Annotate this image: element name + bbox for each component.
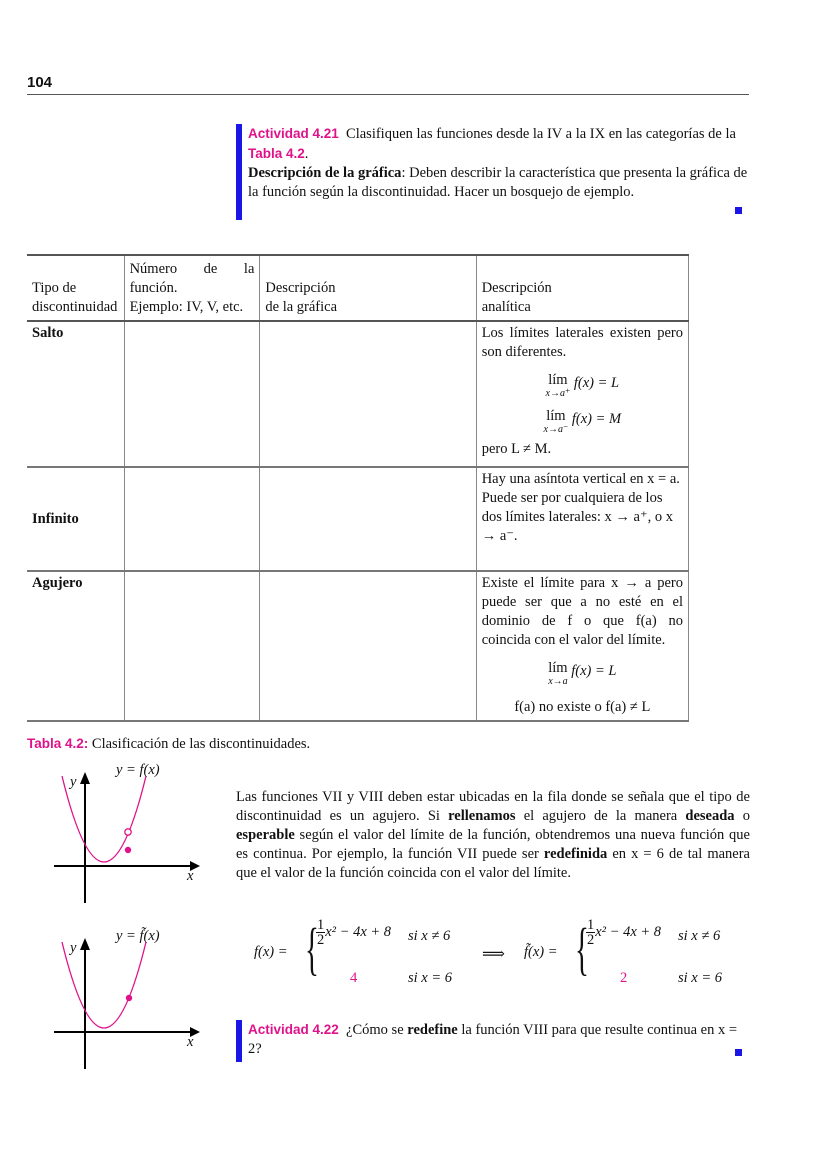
discontinuity-table xyxy=(27,254,689,722)
table-header-row xyxy=(27,255,689,321)
table-row-infinito xyxy=(27,467,689,571)
activity-title: Actividad 4.21 xyxy=(248,126,339,141)
point-marker xyxy=(125,847,131,853)
activity-4-21: Actividad 4.21 Clasifiquen las funciones desde la IV a la IX en las categorías de la Tabla 4.2. Descripción de la gráfica: Deben describir la característica que presenta la gráfica de la función según la discontinuidad. Hacer un bosquejo de ejemplo. xyxy=(236,124,750,220)
cell-type: Salto xyxy=(27,321,124,467)
activity-4-22: Actividad 4.22 ¿Cómo se redefine la función VIII para que resulte continua en x = 2? xyxy=(236,1020,750,1062)
cell-type: Infinito xyxy=(27,467,124,571)
end-of-activity-marker xyxy=(735,207,742,214)
cell-graph-description[interactable] xyxy=(260,571,476,721)
left-brace: { xyxy=(304,916,319,981)
parabola-hole-plot xyxy=(40,758,210,906)
implies-arrow: ⟹ xyxy=(482,946,505,963)
filled-point-marker xyxy=(126,995,132,1001)
cell-function-number[interactable] xyxy=(124,571,260,721)
cell-analytic: Los límites laterales existen pero son diferentes. lím x→a⁺ f(x) = L lím x→a⁻ f(x) = M pero L ≠ M. xyxy=(476,321,688,467)
header-rule xyxy=(27,94,749,95)
piecewise-f: f(x) = { $\frac{1}{2}$ x² − 4x + 8 si x ≠ 6 4 si x = 6 xyxy=(254,916,453,986)
parabola-continuous-plot xyxy=(40,924,210,1072)
end-of-activity-marker xyxy=(735,1049,742,1056)
table-reference-link[interactable]: Tabla 4.2 xyxy=(248,146,305,161)
cell-type: Agujero xyxy=(27,571,124,721)
piecewise-f-tilde: f̃(x) = { $\frac{1}{2}$ x² − 4x + 8 si x ≠ 6 2 si x = 6 xyxy=(524,916,723,986)
limit-left: lím x→a⁻ f(x) = M xyxy=(543,408,622,435)
cell-graph-description[interactable] xyxy=(260,467,476,571)
header-tipo: Tipo de discontinuidad xyxy=(27,255,124,321)
page-number: 104 xyxy=(27,74,53,91)
cell-graph-description[interactable] xyxy=(260,321,476,467)
cell-analytic: Hay una asíntota vertical en x = a. Puede ser por cualquiera de los dos límites laterales: x → a⁺, o x → a⁻. xyxy=(476,467,688,571)
activity-bar xyxy=(236,124,242,220)
activity-bar xyxy=(236,1020,242,1062)
cell-function-number[interactable] xyxy=(124,467,260,571)
graph-f-tilde-continuous: y y = f̃(x) x xyxy=(40,924,210,1072)
hole-marker xyxy=(125,829,131,835)
bold-label: Descripción de la gráfica xyxy=(248,165,402,181)
table-row-agujero xyxy=(27,571,689,721)
activity-title: Actividad 4.22 xyxy=(248,1022,339,1037)
header-descripcion-grafica: Descripción de la gráfica xyxy=(260,255,476,321)
right-brace: { xyxy=(574,916,589,981)
explanation-paragraph: Las funciones VII y VIII deben estar ubicadas en la fila donde se señala que el tipo de discontinuidad es un agujero. Si rellenamos el agujero de la manera deseada o esperable según el valor del límite de la función, obtendremos una nueva función que es continua. Por ejemplo, la función VII puede ser redefinida en x = 6 de tal manera que el valor de la función coincida con el valor del límite. xyxy=(236,789,751,881)
limit-right: lím x→a⁺ f(x) = L xyxy=(545,372,620,399)
cell-analytic: Existe el límite para x → a pero puede ser que a no esté en el dominio de f o que f(a) no coincida con el valor del límite. lím x→a f(x) = L f(a) no existe o f(a) ≠ L xyxy=(476,571,688,721)
table-row-salto xyxy=(27,321,689,467)
graph-f-with-hole: y y = f(x) x xyxy=(40,758,210,906)
header-numero: Número de la función. Ejemplo: IV, V, etc. xyxy=(124,255,260,321)
header-descripcion-analitica: Descripción analítica xyxy=(476,255,688,321)
limit-two-sided: lím x→a f(x) = L xyxy=(548,660,617,687)
table-caption: Tabla 4.2: Clasificación de las discontinuidades. xyxy=(27,736,311,752)
cell-function-number[interactable] xyxy=(124,321,260,467)
